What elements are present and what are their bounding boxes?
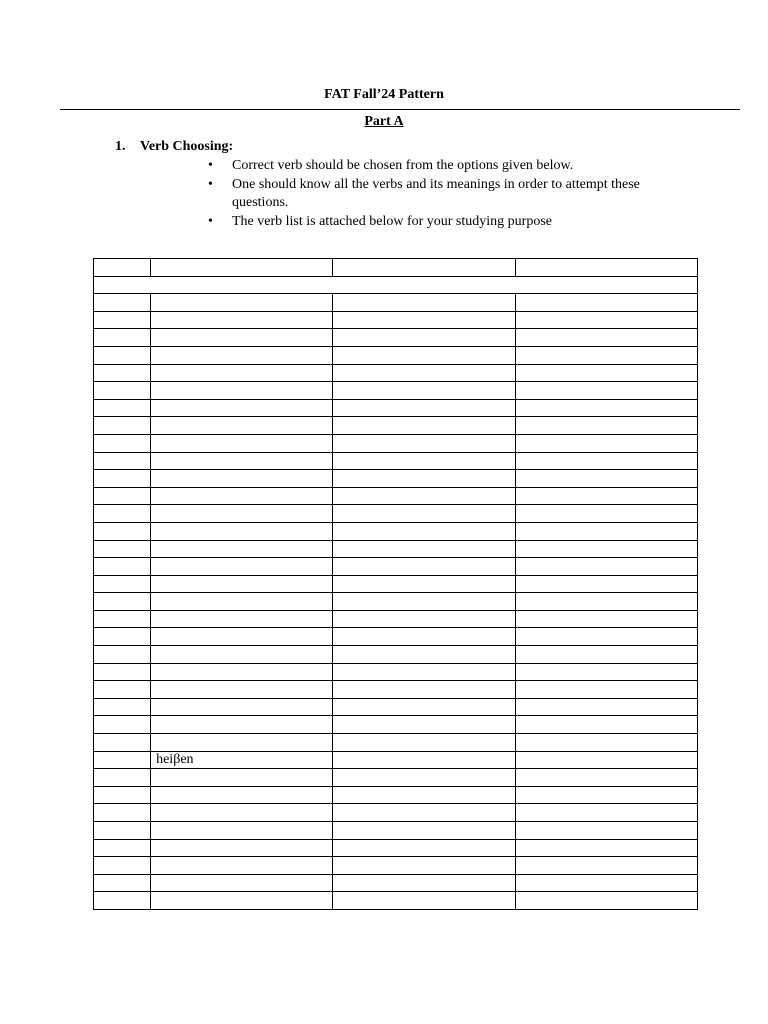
table-cell <box>151 663 333 681</box>
table-cell <box>151 786 333 804</box>
table-cell <box>333 294 515 312</box>
table-row <box>94 892 698 910</box>
table-cell <box>151 646 333 664</box>
table-cell <box>333 822 515 840</box>
table-row <box>94 716 698 734</box>
table-cell <box>94 804 151 822</box>
table-cell <box>333 716 515 734</box>
table-cell <box>94 522 151 540</box>
table-cell <box>94 417 151 435</box>
table-cell <box>151 874 333 892</box>
table-row <box>94 734 698 752</box>
table-cell <box>333 382 515 400</box>
table-cell <box>333 505 515 523</box>
part-label: Part A <box>364 114 404 129</box>
table-row <box>94 434 698 452</box>
bullet-icon: • <box>208 214 213 229</box>
table-cell <box>151 452 333 470</box>
table-cell <box>515 734 697 752</box>
table-cell <box>333 575 515 593</box>
instruction-text: One should know all the verbs and its meanings in order to attempt these questions. <box>232 177 640 210</box>
table-cell <box>333 786 515 804</box>
table-cell <box>515 434 697 452</box>
table-cell <box>333 892 515 910</box>
table-row <box>94 505 698 523</box>
table-cell <box>151 769 333 787</box>
table-cell <box>333 364 515 382</box>
table-cell <box>94 399 151 417</box>
table-cell <box>94 734 151 752</box>
table-cell <box>515 558 697 576</box>
table-row <box>94 698 698 716</box>
table-row <box>94 610 698 628</box>
table-cell <box>515 329 697 347</box>
table-cell <box>333 522 515 540</box>
instruction-text: Correct verb should be chosen from the options given below. <box>232 158 574 173</box>
table-cell <box>94 294 151 312</box>
table-cell <box>94 470 151 488</box>
table-cell <box>151 470 333 488</box>
table-cell <box>515 874 697 892</box>
table-cell <box>515 769 697 787</box>
table-row <box>94 628 698 646</box>
table-cell <box>515 610 697 628</box>
table-cell <box>333 610 515 628</box>
table-row <box>94 311 698 329</box>
table-row <box>94 786 698 804</box>
table-cell <box>94 874 151 892</box>
table-cell <box>333 874 515 892</box>
table-cell <box>515 646 697 664</box>
table-row <box>94 452 698 470</box>
table-row <box>94 839 698 857</box>
table-cell <box>333 434 515 452</box>
table-cell <box>151 822 333 840</box>
table-cell <box>151 294 333 312</box>
table-header-cell <box>333 259 515 277</box>
table-cell <box>151 417 333 435</box>
table-row <box>94 593 698 611</box>
table-cell <box>333 681 515 699</box>
table-cell <box>94 346 151 364</box>
table-header-cell <box>94 259 151 277</box>
table-cell <box>151 804 333 822</box>
table-header-row <box>94 259 698 277</box>
table-cell <box>333 857 515 875</box>
table-cell <box>151 346 333 364</box>
table-cell <box>515 382 697 400</box>
instruction-item <box>205 157 675 175</box>
table-cell <box>94 716 151 734</box>
table-cell <box>515 505 697 523</box>
bullet-icon: • <box>208 177 213 192</box>
table-cell <box>151 593 333 611</box>
table-row <box>94 804 698 822</box>
table-cell <box>94 646 151 664</box>
table-row <box>94 857 698 875</box>
table-merged-row <box>94 276 698 294</box>
table-row <box>94 487 698 505</box>
horizontal-divider <box>60 109 740 110</box>
table-cell <box>94 628 151 646</box>
table-cell <box>333 346 515 364</box>
table-cell <box>515 892 697 910</box>
table-cell <box>151 522 333 540</box>
table-row <box>94 399 698 417</box>
table-cell <box>515 804 697 822</box>
table-cell <box>151 839 333 857</box>
table-cell <box>333 399 515 417</box>
table-row <box>94 470 698 488</box>
table-cell <box>515 663 697 681</box>
table-cell <box>94 751 151 769</box>
table-cell <box>151 505 333 523</box>
table-row <box>94 417 698 435</box>
table-cell <box>94 892 151 910</box>
table-cell <box>333 311 515 329</box>
table-cell <box>94 382 151 400</box>
table-cell <box>515 452 697 470</box>
table-cell <box>515 417 697 435</box>
table-cell <box>515 294 697 312</box>
bullet-icon: • <box>208 158 213 173</box>
table-row <box>94 346 698 364</box>
table-cell <box>151 487 333 505</box>
table-cell <box>151 698 333 716</box>
table-cell <box>333 417 515 435</box>
table-row <box>94 751 698 769</box>
table-row <box>94 540 698 558</box>
table-cell <box>151 329 333 347</box>
table-cell <box>94 575 151 593</box>
table-row <box>94 646 698 664</box>
table-cell <box>151 364 333 382</box>
table-row <box>94 294 698 312</box>
instruction-item <box>205 213 675 231</box>
table-cell <box>94 540 151 558</box>
table-row <box>94 329 698 347</box>
table-cell <box>94 839 151 857</box>
instruction-item <box>205 176 675 212</box>
table-cell <box>515 575 697 593</box>
table-cell <box>94 663 151 681</box>
table-cell <box>151 857 333 875</box>
table-cell <box>515 681 697 699</box>
table-cell <box>151 311 333 329</box>
table-cell <box>94 505 151 523</box>
table-cell <box>151 540 333 558</box>
table-cell <box>333 452 515 470</box>
table-cell <box>515 593 697 611</box>
table-cell <box>94 364 151 382</box>
table-cell <box>515 716 697 734</box>
table-row <box>94 769 698 787</box>
table-cell <box>515 822 697 840</box>
table-cell <box>94 769 151 787</box>
table-cell <box>94 434 151 452</box>
table-cell <box>94 487 151 505</box>
table-cell <box>515 839 697 857</box>
table-cell <box>333 487 515 505</box>
table-cell <box>94 329 151 347</box>
table-cell <box>151 434 333 452</box>
table-cell <box>333 751 515 769</box>
verb-table <box>93 258 698 910</box>
table-cell <box>515 857 697 875</box>
table-cell <box>94 698 151 716</box>
table-cell <box>515 470 697 488</box>
document-title: FAT Fall’24 Pattern <box>324 87 444 102</box>
table-header-cell <box>151 259 333 277</box>
table-cell <box>333 734 515 752</box>
table-row <box>94 382 698 400</box>
table-row <box>94 558 698 576</box>
table-cell <box>151 734 333 752</box>
table-cell <box>515 540 697 558</box>
table-cell <box>333 329 515 347</box>
table-cell <box>515 698 697 716</box>
table-cell <box>94 610 151 628</box>
table-cell <box>333 663 515 681</box>
table-cell <box>333 769 515 787</box>
table-cell <box>94 593 151 611</box>
table-merged-cell <box>94 276 698 294</box>
instruction-text: The verb list is attached below for your studying purpose <box>232 214 552 229</box>
table-cell <box>94 452 151 470</box>
table-cell <box>151 681 333 699</box>
table-cell <box>515 399 697 417</box>
table-cell <box>333 628 515 646</box>
table-cell <box>333 593 515 611</box>
table-cell <box>333 839 515 857</box>
table-cell <box>151 716 333 734</box>
table-cell <box>94 857 151 875</box>
table-row <box>94 364 698 382</box>
table-cell <box>151 399 333 417</box>
table-row <box>94 575 698 593</box>
table-cell <box>94 558 151 576</box>
table-cell <box>515 522 697 540</box>
table-cell <box>94 786 151 804</box>
table-cell <box>333 646 515 664</box>
section-number: 1. <box>115 139 126 154</box>
table-cell <box>94 822 151 840</box>
table-cell <box>515 751 697 769</box>
section-title: Verb Choosing: <box>140 139 234 154</box>
table-cell <box>151 575 333 593</box>
table-row <box>94 663 698 681</box>
table-cell <box>515 346 697 364</box>
table-cell <box>515 311 697 329</box>
table-cell <box>151 892 333 910</box>
table-row <box>94 522 698 540</box>
table-cell <box>151 610 333 628</box>
table-header-cell <box>515 259 697 277</box>
instruction-list <box>205 157 675 232</box>
table-cell <box>333 540 515 558</box>
table-row <box>94 874 698 892</box>
table-cell <box>333 804 515 822</box>
table-cell <box>333 698 515 716</box>
table-cell: heiβen <box>151 751 333 769</box>
table-cell <box>515 628 697 646</box>
table-cell <box>94 311 151 329</box>
table-cell <box>333 470 515 488</box>
table-cell <box>515 487 697 505</box>
section-heading <box>115 139 233 155</box>
table-cell <box>94 681 151 699</box>
table-cell <box>515 786 697 804</box>
table-cell <box>151 628 333 646</box>
table-row <box>94 822 698 840</box>
table-cell <box>151 558 333 576</box>
table-row <box>94 681 698 699</box>
table-cell <box>515 364 697 382</box>
table-cell <box>151 382 333 400</box>
table-cell <box>333 558 515 576</box>
